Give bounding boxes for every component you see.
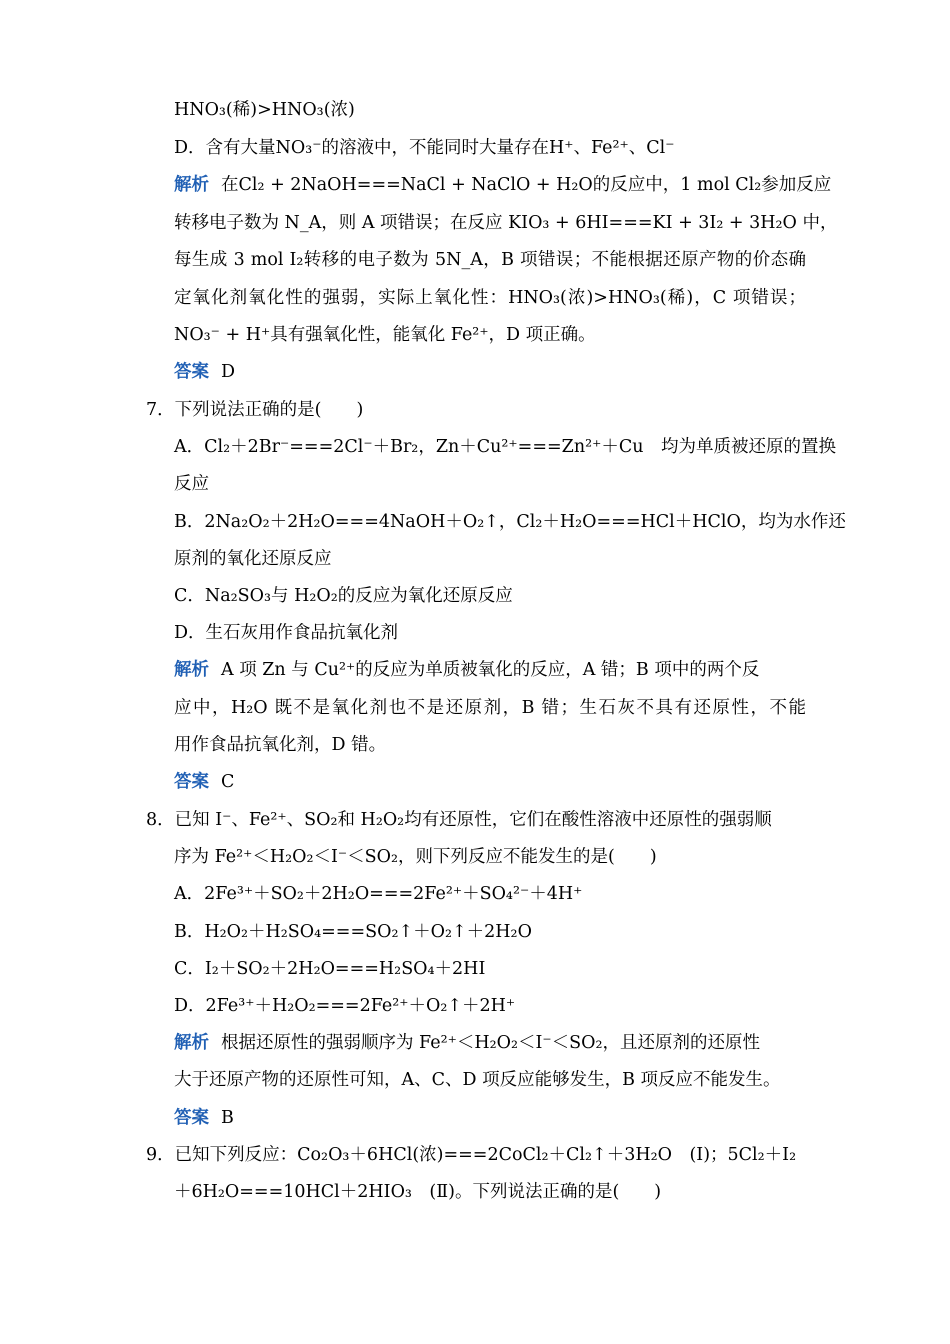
option-d: D．生石灰用作食品抗氧化剂 xyxy=(174,623,399,643)
option-d: D．2Fe³⁺＋H₂O₂===2Fe²⁺＋O₂↑＋2H⁺ xyxy=(174,996,516,1016)
analysis-line: 解析 A 项 Zn 与 Cu²⁺的反应为单质被氧化的反应，A 错；B 项中的两个反 xyxy=(174,660,760,680)
text-line: HNO₃(稀)>HNO₃(浓) xyxy=(174,100,355,120)
text-line: ＋6H₂O===10HCl＋2HIO₃ (Ⅱ)。下列说法正确的是( ) xyxy=(174,1182,662,1202)
text-line: NO₃⁻ + H⁺具有强氧化性，能氧化 Fe²⁺，D 项正确。 xyxy=(174,325,596,345)
answer-label: 答案 xyxy=(174,1108,209,1128)
text-line: 转移电子数为 N_A，则 A 项错误；在反应 KIO₃ + 6HI===KI + 3I₂ + 3H₂O 中， xyxy=(174,213,838,233)
text-line: 应中，H₂O 既不是氧化剂也不是还原剂，B 错；生石灰不具有还原性，不能 xyxy=(174,698,806,718)
analysis-line: 解析 根据还原性的强弱顺序为 Fe²⁺＜H₂O₂＜I⁻＜SO₂，且还原剂的还原性 xyxy=(174,1033,760,1053)
option-a: A．Cl₂＋2Br⁻===2Cl⁻＋Br₂，Zn＋Cu²⁺===Zn²⁺＋Cu 均为单质被还原的置换 xyxy=(174,437,836,457)
answer-line: 答案 D xyxy=(174,362,236,382)
answer-label: 答案 xyxy=(174,772,209,792)
analysis-label: 解析 xyxy=(174,1033,209,1053)
option-a: A．2Fe³⁺＋SO₂＋2H₂O===2Fe²⁺＋SO₄²⁻＋4H⁺ xyxy=(174,884,583,904)
option-c: C．Na₂SO₃与 H₂O₂的反应为氧化还原反应 xyxy=(174,586,513,606)
analysis-line: 解析 在Cl₂ + 2NaOH===NaCl + NaClO + H₂O的反应中，1 mol Cl₂参加反应 xyxy=(174,175,832,195)
text-line: 每生成 3 mol I₂转移的电子数为 5N_A，B 项错误；不能根据还原产物的价态确 xyxy=(174,250,806,270)
answer-label: 答案 xyxy=(174,362,209,382)
text-line: 序为 Fe²⁺＜H₂O₂＜I⁻＜SO₂，则下列反应不能发生的是( ) xyxy=(174,847,657,867)
option-b: B．H₂O₂＋H₂SO₄===SO₂↑＋O₂↑＋2H₂O xyxy=(174,922,532,942)
text-line: 原剂的氧化还原反应 xyxy=(174,549,332,569)
option-d: D．含有大量NO₃⁻的溶液中，不能同时大量存在H⁺、Fe²⁺、Cl⁻ xyxy=(174,138,675,158)
answer-line: 答案 C xyxy=(174,772,235,792)
text-line: 定氧化剂氧化性的强弱，实际上氧化性：HNO₃(浓)>HNO₃(稀)，C 项错误； xyxy=(174,288,806,308)
option-c: C．I₂＋SO₂＋2H₂O===H₂SO₄＋2HI xyxy=(174,959,486,979)
question-8: 8．已知 I⁻、Fe²⁺、SO₂和 H₂O₂均有还原性，它们在酸性溶液中还原性的强弱顺 xyxy=(146,810,772,830)
answer-line: 答案 B xyxy=(174,1108,234,1128)
question-9: 9．已知下列反应：Co₂O₃＋6HCl(浓)===2CoCl₂＋Cl₂↑＋3H₂O (Ⅰ)；5Cl₂＋I₂ xyxy=(146,1145,797,1165)
text-line: 用作食品抗氧化剂，D 错。 xyxy=(174,735,387,755)
question-7: 7．下列说法正确的是( ) xyxy=(146,400,364,420)
text-line: 反应 xyxy=(174,474,209,494)
text-line: 大于还原产物的还原性可知，A、C、D 项反应能够发生，B 项反应不能发生。 xyxy=(174,1070,781,1090)
analysis-label: 解析 xyxy=(174,660,209,680)
analysis-label: 解析 xyxy=(174,175,209,195)
option-b: B．2Na₂O₂＋2H₂O===4NaOH＋O₂↑，Cl₂＋H₂O===HCl＋HClO，均为水作还 xyxy=(174,512,846,532)
